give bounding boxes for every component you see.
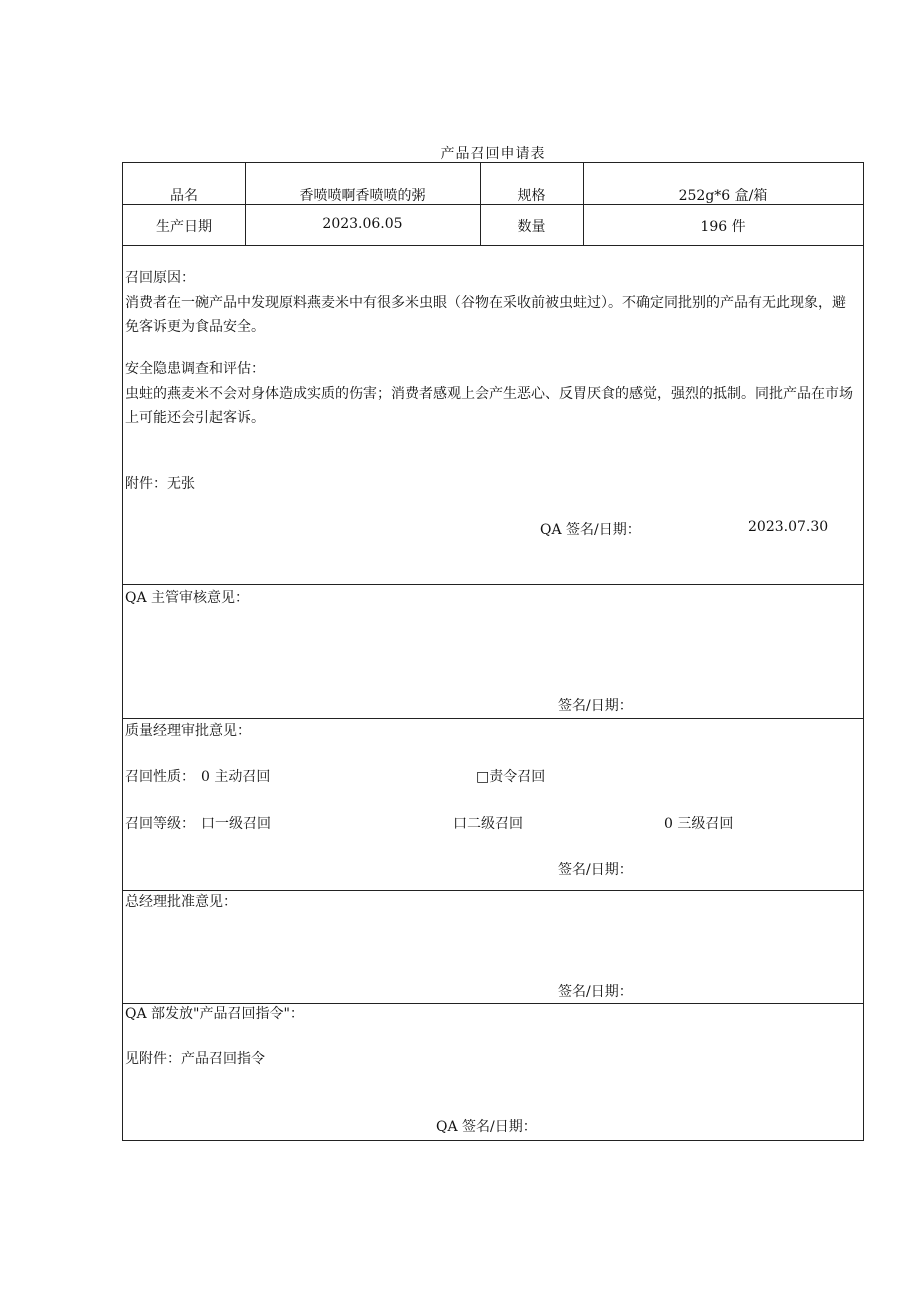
risk-assessment-heading: 安全隐患调查和评估： — [125, 361, 265, 377]
quantity-value: 196 件 — [700, 219, 746, 235]
qa-supervisor-heading: QA 主管审核意见： — [125, 590, 250, 606]
grid-divider — [123, 245, 863, 246]
level-option-one[interactable]: 口一级召回 — [201, 816, 271, 832]
nature-option-voluntary[interactable]: 0 主动召回 — [201, 769, 271, 785]
recall-nature-label: 召回性质： — [125, 769, 195, 785]
qa-supervisor-signature: 签名/日期： — [558, 698, 633, 714]
spec-label: 规格 — [517, 188, 546, 204]
quality-manager-heading: 质量经理审批意见： — [125, 723, 251, 739]
risk-assessment-text: 虫蛀的燕麦米不会对身体造成实质的伤害；消费者感观上会产生恶心、反胃厌食的感觉，强烈的抵制。同批产品在市场上可能还会引起客诉。 — [125, 386, 853, 426]
production-date-value: 2023.06.05 — [322, 216, 403, 232]
product-name-label: 品名 — [170, 188, 198, 204]
spec-value: 252g*6 盒/箱 — [678, 188, 768, 204]
attachment-note: 附件：无张 — [125, 476, 195, 492]
level-option-two[interactable]: 口二级召回 — [453, 816, 523, 832]
general-manager-signature: 签名/日期： — [558, 984, 633, 1000]
recall-form — [122, 162, 864, 1141]
qa-dept-heading: QA 部发放"产品召回指令"： — [125, 1006, 304, 1022]
recall-reason-text: 消费者在一碗产品中发现原料燕麦米中有很多米虫眼（谷物在采收前被虫蛀过）。不确定同批别的产品有无此现象，避免客诉更为食品安全。 — [125, 295, 846, 335]
nature-option-ordered[interactable]: □责令召回 — [476, 769, 546, 785]
quantity-label: 数量 — [517, 219, 546, 235]
qa-dept-reference: 见附件：产品召回指令 — [125, 1051, 265, 1067]
level-option-three[interactable]: 0 三级召回 — [664, 816, 734, 832]
production-date-label: 生产日期 — [156, 219, 212, 235]
recall-reason-heading: 召回原因： — [125, 270, 195, 286]
qa-signature-date: 2023.07.30 — [748, 519, 829, 535]
section-divider — [123, 584, 863, 585]
page-title: 产品召回申请表 — [440, 146, 546, 162]
product-name-value: 香喷喷啊香喷喷的粥 — [299, 188, 426, 204]
recall-level-label: 召回等级： — [125, 816, 195, 832]
qa-dept-signature: QA 签名/日期： — [436, 1119, 537, 1135]
quality-manager-signature: 签名/日期： — [558, 862, 633, 878]
qa-signature-label: QA 签名/日期： — [540, 522, 641, 538]
section-divider — [123, 718, 863, 719]
general-manager-heading: 总经理批准意见： — [125, 894, 237, 910]
